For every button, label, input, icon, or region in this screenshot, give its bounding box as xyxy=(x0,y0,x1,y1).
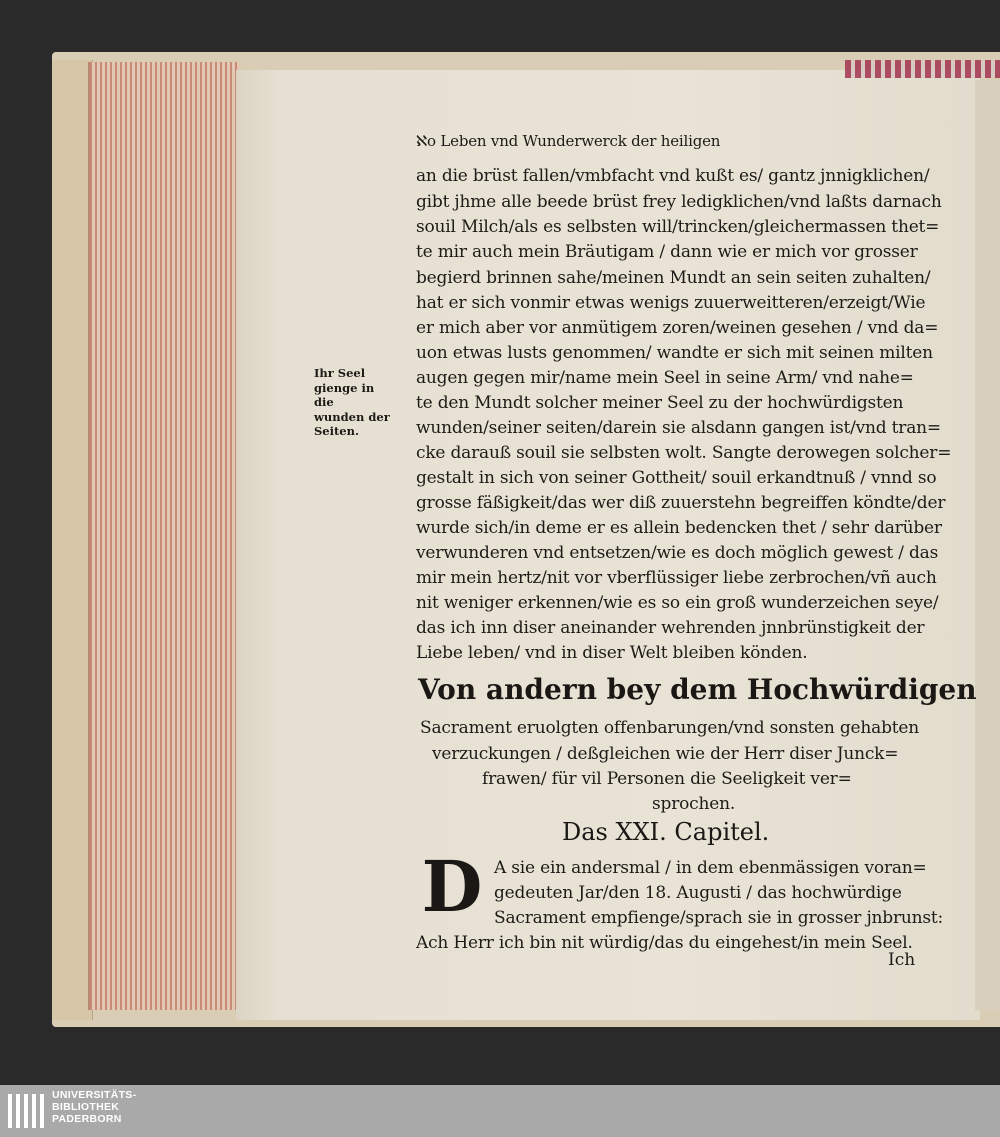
binding-thread xyxy=(845,60,1000,78)
drop-capital: D xyxy=(421,845,483,928)
text-line: Liebe leben/ vnd in diser Welt bleiben könden. xyxy=(416,643,808,663)
subheading-line: Sacrament eruolgten offenbarungen/vnd sonsten gehabten xyxy=(420,718,920,738)
running-header: ℵo Leben vnd Wunderwerck der heiligen xyxy=(416,132,721,150)
text-line: Sacrament empfienge/sprach sie in grosser jnbrunst: xyxy=(494,908,944,928)
book-cover-edge xyxy=(52,60,93,1020)
text-line: souil Milch/als es selbsten will/trincken/gleichermassen thet= xyxy=(416,217,940,237)
text-line: er mich aber vor anmütigem zoren/weinen gesehen / vnd da= xyxy=(416,318,939,338)
text-line: augen gegen mir/name mein Seel in seine Arm/ vnd nahe= xyxy=(416,368,914,388)
catchword: Ich xyxy=(888,950,916,970)
text-line: grosse fäßigkeit/das wer diß zuuerstehn begreiffen köndte/der xyxy=(416,493,946,513)
page-edges xyxy=(88,62,240,1010)
text-line: uon etwas lusts genommen/ wandte er sich mit seinen milten xyxy=(416,343,933,363)
margin-note-line: gienge in die xyxy=(314,380,375,409)
library-name-line: BIBLIOTHEK xyxy=(52,1101,120,1113)
text-line: te den Mundt solcher meiner Seel zu der hochwürdigsten xyxy=(416,393,904,413)
margin-note-line: wunden der xyxy=(314,409,390,424)
text-line: Ach Herr ich bin nit würdig/das du eingehest/in mein Seel. xyxy=(416,933,913,953)
subheading-line: sprochen. xyxy=(652,794,736,814)
section-heading: Von andern bey dem Hochwürdigen xyxy=(418,673,977,706)
facing-page-edge xyxy=(975,80,1000,1010)
library-name-line: PADERBORN xyxy=(52,1113,122,1125)
library-name-line: UNIVERSITÄTS- xyxy=(52,1089,137,1101)
text-line: gedeuten Jar/den 18. Augusti / das hochwürdige xyxy=(494,883,902,903)
text-line: verwunderen vnd entsetzen/wie es doch möglich gewest / das xyxy=(416,543,939,563)
text-line: hat er sich vonmir etwas wenigs zuuerweitteren/erzeigt/Wie xyxy=(416,293,926,313)
text-line: gibt jhme alle beede brüst frey ledigklichen/vnd laßts darnach xyxy=(416,192,942,212)
subheading-line: verzuckungen / deßgleichen wie der Herr diser Junck= xyxy=(432,744,899,764)
chapter-title: Das XXI. Capitel. xyxy=(562,818,770,846)
text-line: an die brüst fallen/vmbfacht vnd kußt es/ gantz jnnigklichen/ xyxy=(416,166,930,186)
text-line: begierd brinnen sahe/meinen Mundt an sein seiten zuhalten/ xyxy=(416,268,931,288)
text-line: nit weniger erkennen/wie es so ein groß wunderzeichen seye/ xyxy=(416,593,939,613)
text-line: A sie ein andersmal / in dem ebenmässigen voran= xyxy=(494,858,927,878)
text-line: te mir auch mein Bräutigam / dann wie er mich vor grosser xyxy=(416,242,918,262)
text-line: cke darauß souil sie selbsten wolt. Sangte derowegen solcher= xyxy=(416,443,952,463)
text-line: wurde sich/in deme er es allein bedencken thet / sehr darüber xyxy=(416,518,942,538)
library-footer-bar xyxy=(0,1085,1000,1137)
text-line: das ich inn diser aneinander wehrenden jnnbrünstigkeit der xyxy=(416,618,925,638)
text-line: gestalt in sich von seiner Gottheit/ souil erkandtnuß / vnnd so xyxy=(416,468,937,488)
margin-note-line: Seiten. xyxy=(314,424,359,438)
text-line: wunden/seiner seiten/darein sie alsdann gangen ist/vnd tran= xyxy=(416,418,941,438)
text-line: mir mein hertz/nit vor vberflüssiger liebe zerbrochen/vñ auch xyxy=(416,568,937,588)
margin-note-line: Ihr Seel xyxy=(314,366,366,380)
library-logo-icon xyxy=(6,1090,46,1132)
library-name xyxy=(52,1089,136,1125)
margin-note xyxy=(314,366,394,439)
subheading-line: frawen/ für vil Personen die Seeligkeit ver= xyxy=(482,769,852,789)
